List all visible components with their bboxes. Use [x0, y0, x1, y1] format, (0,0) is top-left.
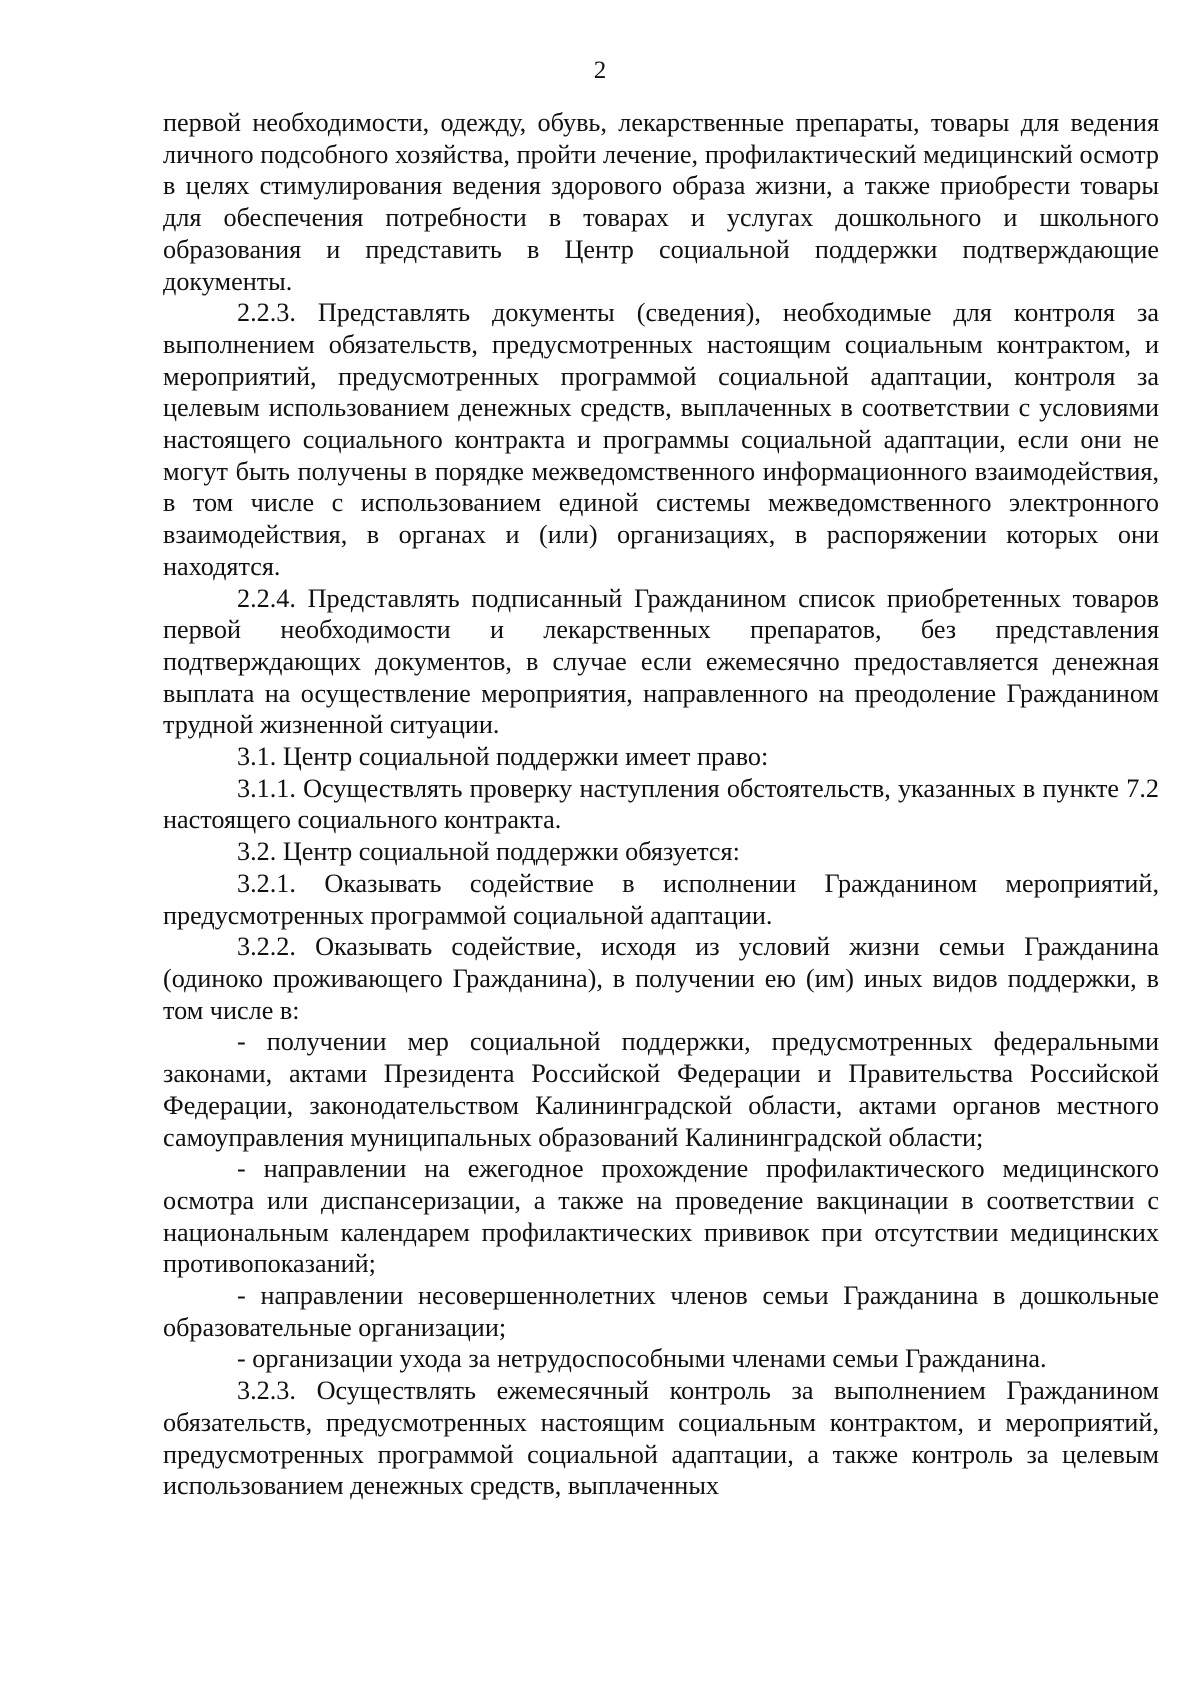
- paragraph-3-1: 3.1. Центр социальной поддержки имеет право:: [237, 742, 769, 772]
- paragraph-3-2-1: 3.2.1. Оказывать содействие в исполнении Гражданином мероприятий, предусмотренных программой социальной адаптации.: [163, 868, 1159, 930]
- list-item-care: - организации ухода за нетрудоспособными членами семьи Гражданина.: [237, 1344, 1047, 1374]
- list-item-preschool: - направлении несовершеннолетних членов семьи Гражданина в дошкольные образовательные организации;: [163, 1281, 1159, 1342]
- document-body: [163, 107, 1159, 1502]
- paragraph-2-2-4: 2.2.4. Представлять подписанный Гражданином список приобретенных товаров первой необходимости и лекарственных препаратов, без представления подтверждающих документов, в случае если ежемесячно предоставляется денежная выплата на осуществление мероприятия, направленного на преодоление Гражданином трудной жизненной ситуации.: [163, 583, 1159, 740]
- paragraph-continuation: первой необходимости, одежду, обувь, лекарственные препараты, товары для ведения личного подсобного хозяйства, пройти лечение, профилактический медицинский осмотр в целях стимулирования ведения здорового образа жизни, а также приобрести товары для обеспечения потребности в товарах и услугах дошкольного и школьного образования и представить в Центр социальной поддержки подтверждающие документы.: [163, 108, 1159, 296]
- paragraph-2-2-3: 2.2.3. Представлять документы (сведения), необходимые для контроля за выполнением обязательств, предусмотренных настоящим социальным контрактом, и мероприятий, предусмотренных программой социальной адаптации, контроля за целевым использованием денежных средств, выплаченных в соответствии с условиями настоящего социального контракта и программы социальной адаптации, если они не могут быть получены в порядке межведомственного информационного взаимодействия, в том числе с использованием единой системы межведомственного электронного взаимодействия, в органах и (или) организациях, в распоряжении которых они находятся.: [163, 298, 1159, 581]
- paragraph-3-1-1: 3.1.1. Осуществлять проверку наступления обстоятельств, указанных в пункте 7.2 настоящего социального контракта.: [163, 773, 1159, 835]
- list-item-medical-exam: - направлении на ежегодное прохождение профилактического медицинского осмотра или диспансеризации, а также на проведение вакцинации в соответствии с национальным календарем профилактических прививок при отсутствии медицинских противопоказаний;: [163, 1154, 1159, 1279]
- page-number: 2: [593, 57, 607, 84]
- paragraph-3-2-2: 3.2.2. Оказывать содействие, исходя из условий жизни семьи Гражданина (одиноко проживающего Гражданина), в получении ею (им) иных видов поддержки, в том числе в:: [163, 932, 1159, 1025]
- paragraph-3-2-3: 3.2.3. Осуществлять ежемесячный контроль за выполнением Гражданином обязательств, предусмотренных настоящим социальным контрактом, и мероприятий, предусмотренных программой социальной адаптации, а также контроль за целевым использованием денежных средств, выплаченных: [163, 1376, 1159, 1501]
- list-item-social-support: - получении мер социальной поддержки, предусмотренных федеральными законами, актами Президента Российской Федерации и Правительства Российской Федерации, законодательством Калининградской области, актами органов местного самоуправления муниципальных образований Калининградской области;: [163, 1027, 1159, 1152]
- paragraph-3-2: 3.2. Центр социальной поддержки обязуется:: [237, 837, 740, 867]
